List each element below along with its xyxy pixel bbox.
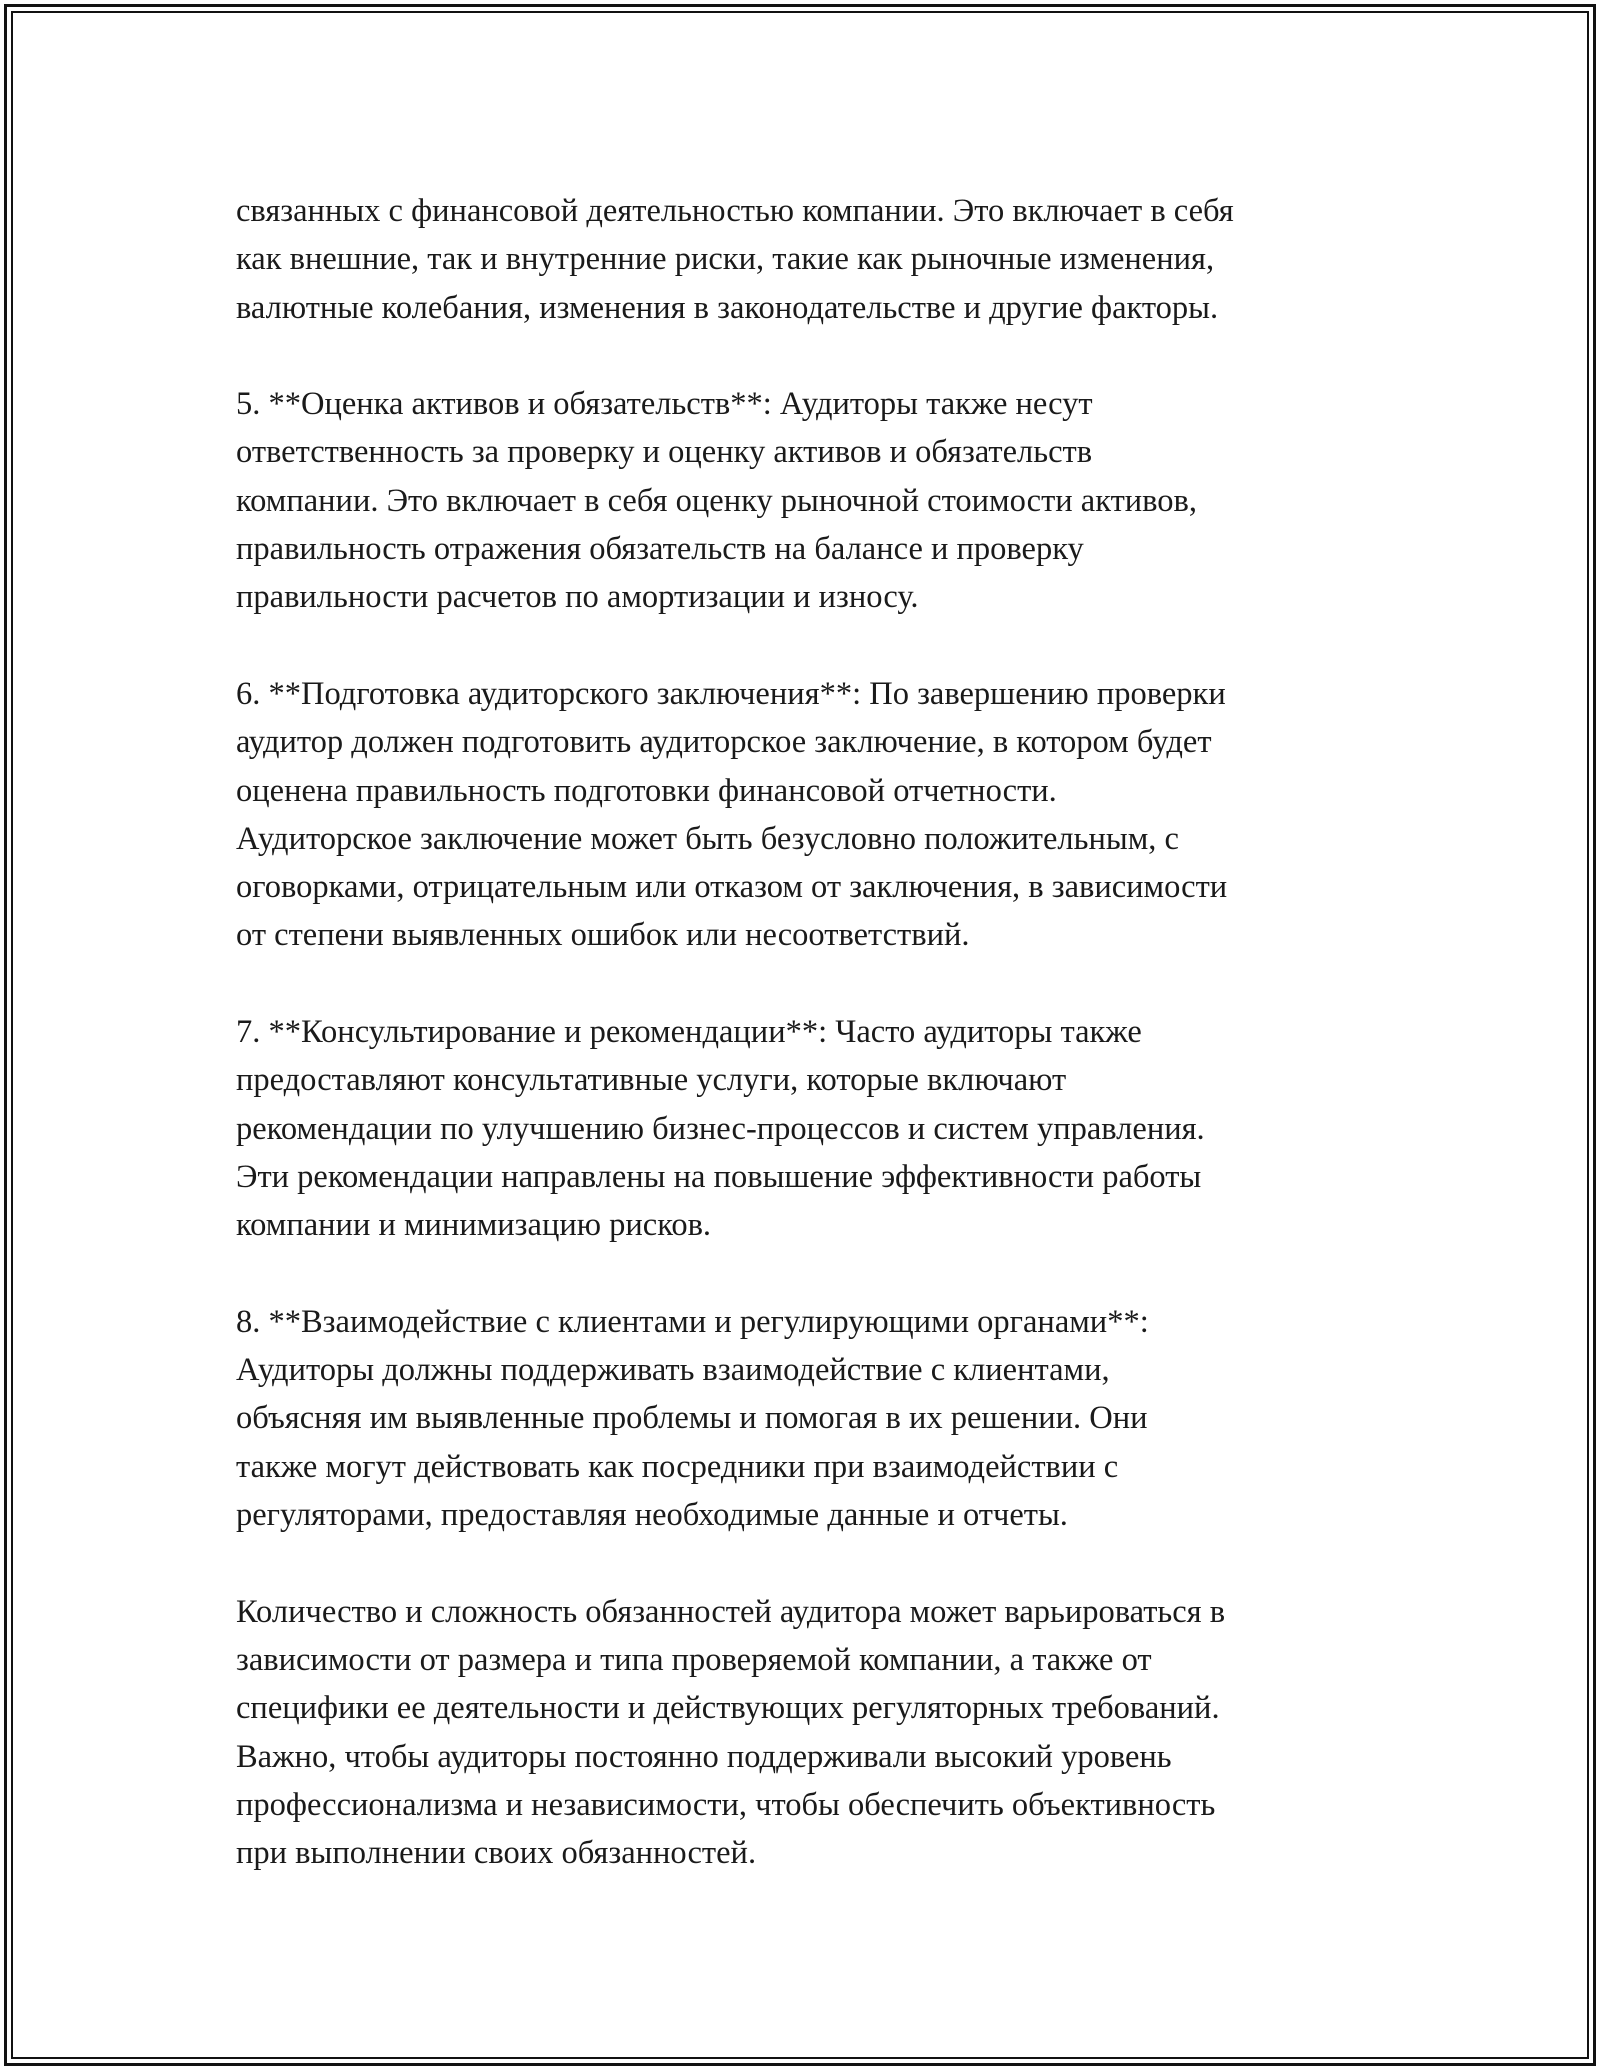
text-line: связанных с финансовой деятельностью компании. Это включает в себя <box>236 193 1234 229</box>
text-line: аудитор должен подготовить аудиторское заключение, в котором будет <box>236 724 1212 761</box>
text-line: Аудиторы должны поддерживать взаимодействие с клиентами, <box>236 1352 1110 1389</box>
text-line: Эти рекомендации направлены на повышение эффективности работы <box>236 1158 1202 1195</box>
paragraph-risks-continued <box>236 187 1396 332</box>
text-line: компании и минимизацию рисков. <box>236 1207 712 1244</box>
paragraph-item-7 <box>236 1008 1396 1249</box>
text-line: при выполнении своих обязанностей. <box>236 1835 757 1872</box>
text-line: 8. **Взаимодействие с клиентами и регулирующими органами**: <box>236 1303 1149 1340</box>
text-line: Важно, чтобы аудиторы постоянно поддерживали высокий уровень <box>236 1738 1172 1775</box>
text-line: регуляторами, предоставляя необходимые данные и отчеты. <box>236 1497 1068 1534</box>
text-line: Аудиторское заключение может быть безусловно положительным, с <box>236 820 1179 857</box>
text-line: компании. Это включает в себя оценку рыночной стоимости активов, <box>236 482 1198 519</box>
text-line: 6. **Подготовка аудиторского заключения**: По завершению проверки <box>236 675 1226 712</box>
text-line: профессионализма и независимости, чтобы обеспечить объективность <box>236 1786 1216 1823</box>
text-line: специфики ее деятельности и действующих регуляторных требований. <box>236 1690 1220 1727</box>
text-line: валютные колебания, изменения в законодательстве и другие факторы. <box>236 289 1219 326</box>
text-line: правильности расчетов по амортизации и износу. <box>236 579 919 616</box>
text-line: 5. **Оценка активов и обязательств**: Аудиторы также несут <box>236 386 1093 423</box>
text-line: от степени выявленных ошибок или несоответствий. <box>236 917 970 954</box>
text-line: Количество и сложность обязанностей аудитора может варьироваться в <box>236 1593 1226 1630</box>
text-line: также могут действовать как посредники при взаимодействии с <box>236 1448 1119 1485</box>
text-line: зависимости от размера и типа проверяемой компании, а также от <box>236 1641 1152 1678</box>
document-body <box>236 187 1396 1926</box>
text-line: объясняя им выявленные проблемы и помогая в их решении. Они <box>236 1400 1148 1437</box>
paragraph-item-5 <box>236 380 1396 621</box>
text-line: оговорками, отрицательным или отказом от заключения, в зависимости <box>236 869 1228 906</box>
paragraph-item-8 <box>236 1298 1396 1539</box>
text-line: 7. **Консультирование и рекомендации**: Часто аудиторы также <box>236 1014 1142 1051</box>
text-line: ответственность за проверку и оценку активов и обязательств <box>236 434 1093 471</box>
paragraph-conclusion <box>236 1588 1396 1878</box>
text-line: оценена правильность подготовки финансовой отчетности. <box>236 772 1057 809</box>
paragraph-item-6 <box>236 670 1396 960</box>
text-line: предоставляют консультативные услуги, которые включают <box>236 1062 1067 1099</box>
text-line: правильность отражения обязательств на балансе и проверку <box>236 531 1084 568</box>
text-line: рекомендации по улучшению бизнес-процессов и систем управления. <box>236 1110 1205 1147</box>
text-line: как внешние, так и внутренние риски, такие как рыночные изменения, <box>236 241 1215 278</box>
